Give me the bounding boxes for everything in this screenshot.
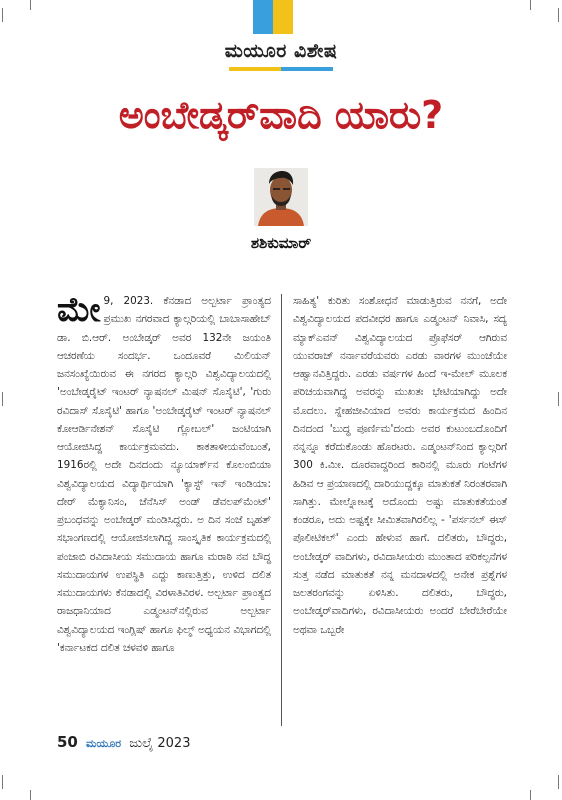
crop-mark	[558, 775, 559, 789]
crop-mark	[2, 775, 3, 789]
article-title: ಅಂಬೇಡ್ಕರ್‌ವಾದಿ ಯಾರು?	[118, 93, 444, 137]
column-divider	[281, 294, 282, 726]
crop-mark	[30, 0, 31, 10]
page-footer	[57, 733, 190, 751]
author-name: ಶಶಿಕುಮಾರ್	[250, 234, 312, 252]
author-portrait-illustration	[254, 168, 308, 226]
article-column-right	[293, 292, 507, 639]
page-number: 50	[57, 733, 78, 751]
article-text-left: 9, 2023. ಕೆನಡಾದ ಅಲ್ಬರ್ಟಾ ಪ್ರಾಂತ್ಯದ ಪ್ರಮುಖ ನಗರವಾದ ಕ್ಯಾಲ್ಗರಿಯಲ್ಲಿ ಬಾಬಾಸಾಹೇಬ್ ಡಾ. ಬಿ.ಆರ್. ಅಂಬೇಡ್ಕರ್ ಅವರ 132ನೇ ಜಯಂತಿ ಆಚರಣೆಯ ಸಂದರ್ಭ. ಒಂದೂವರೆ ಮಿಲಿಯನ್ ಜನಸಂಖ್ಯೆಯಿರುವ ಈ ನಗರದ ಕ್ಯಾಲ್ಗರಿ ವಿಶ್ವವಿದ್ಯಾಲಯದಲ್ಲಿ 'ಅಂಬೇಡ್ಕರೈಟ್ ಇಂಟರ್ ನ್ಯಾಷನಲ್ ಮಿಷನ್ ಸೊಸೈಟಿ', 'ಗುರು ರವಿದಾಸ್ ಸೊಸೈಟಿ' ಹಾಗೂ 'ಅಂಬೇಡ್ಕರೈಟ್ ಇಂಟರ್ ನ್ಯಾಷನಲ್ ಕೋಆರ್ಡಿನೇಶನ್ ಸೊಸೈಟಿ ಗ್ಲೋಬಲ್' ಜಂಟಿಯಾಗಿ ಆಯೋಜಿಸಿದ್ದ ಕಾರ್ಯಕ್ರಮವದು. ಕಾಕತಾಳೀಯವೆಂಬಂತೆ, 1916ರಲ್ಲಿ ಅದೇ ದಿನದಂದು ನ್ಯೂಯಾರ್ಕ್‌ನ ಕೊಲಂಬಿಯಾ ವಿಶ್ವವಿದ್ಯಾಲಯದ ವಿದ್ಯಾರ್ಥಿಯಾಗಿ 'ಕ್ಯಾಸ್ಟ್ ಇನ್ ಇಂಡಿಯಾ: ದೇರ್ ಮೆಕ್ಯಾನಿಸಂ, ಜೆನೆಸಿಸ್ ಅಂಡ್ ಡೆವಲಪ್‌ಮೆಂಟ್' ಪ್ರಬಂಧವನ್ನು ಅಂಬೇಡ್ಕರ್ ಮಂಡಿಸಿದ್ದರು. ಅ ದಿನ ಸಂಜೆ ಬೃಹತ್ ಸಭಾಂಗಣದಲ್ಲಿ ಆಯೋಜಿಸಲಾಗಿದ್ದ ಸಾಂಸ್ಕೃತಿಕ ಕಾರ್ಯಕ್ರಮದಲ್ಲಿ ಪಂಜಾಬಿ ರವಿದಾಸೀಯ ಸಮುದಾಯ ಹಾಗೂ ಮರಾಠಿ ನವ ಬೌದ್ಧ ಸಮುದಾಯಗಳ ಉಪಸ್ಥಿತಿ ಎದ್ದು ಕಾಣುತ್ತಿತ್ತು, ಉಳಿದ ದಲಿತ ಸಮುದಾಯಗಳು ಕೆನಡಾದಲ್ಲಿ ವಿರಳಾತಿವಿರಳ. ಅಲ್ಬರ್ಟಾ ಪ್ರಾಂತ್ಯದ ರಾಜಧಾನಿಯಾದ ಎಡ್ಮಂಟನ್‌ನಲ್ಲಿರುವ ಅಲ್ಬರ್ಟಾ ವಿಶ್ವವಿದ್ಯಾಲಯದ ಇಂಗ್ಲಿಷ್ ಹಾಗೂ ಫಿಲ್ಮ್ ಅಧ್ಯಯನ ವಿಭಾಗದಲ್ಲಿ 'ಕರ್ನಾಟಕದ ದಲಿತ ಚಳವಳಿ ಹಾಗೂ	[57, 295, 271, 654]
logo-blue-bar	[253, 0, 273, 34]
author-photo	[254, 168, 308, 226]
section-rule-right	[281, 67, 333, 71]
issue-date: ಜುಲೈ 2023	[129, 736, 191, 751]
section-rule-left	[229, 67, 281, 71]
drop-cap: ಮೇ	[57, 290, 101, 330]
crop-mark	[30, 790, 31, 800]
crop-mark	[558, 8, 559, 22]
crop-mark	[530, 0, 531, 10]
crop-mark	[558, 392, 559, 406]
logo-yellow-bar	[273, 0, 293, 34]
magazine-logo: ಮಯೂರ	[86, 737, 122, 750]
crop-mark	[2, 392, 3, 406]
article-column-left	[57, 292, 271, 657]
section-label: ಮಯೂರ ವಿಶೇಷ	[224, 40, 338, 62]
crop-mark	[2, 8, 3, 22]
article-text-right: ಸಾಹಿತ್ಯ' ಕುರಿತು ಸಂಶೋಧನೆ ಮಾಡುತ್ತಿರುವ ನನಗೆ, ಅದೇ ವಿಶ್ವವಿದ್ಯಾಲಯದ ಪದವೀಧರ ಹಾಗೂ ಎಡ್ಮಂಟನ್ ನಿವಾಸಿ, ಸದ್ಯ ಮ್ಯಾಕ್‌ಎವನ್ ವಿಶ್ವವಿದ್ಯಾಲಯದ ಪ್ರೊಫೆಸರ್ ಆಗಿರುವ ಯುವರಾಜ್ ನರ್ನಾವರೆಯವರು ಎರಡು ವಾರಗಳ ಮುಂಚೆಯೇ ಆಹ್ವಾನವಿತ್ತಿದ್ದರು. ಎರಡು ವರ್ಷಗಳ ಹಿಂದೆ ಇ-ಮೇಲ್ ಮೂಲಕ ಪರಿಚಯವಾಗಿದ್ದ ಅವರನ್ನು ಮುಖತಃ ಭೇಟಿಯಾಗಿದ್ದು ಅದೇ ಮೊದಲು. ಸ್ನೇಹಜೀವಿಯಾದ ಅವರು ಕಾರ್ಯಕ್ರಮದ ಹಿಂದಿನ ದಿನದಂದ 'ಬುದ್ಧ ಪೂರ್ಣಿಮ'ದಂದು ಅವರ ಕುಟುಂಬದೊಂದಿಗೆ ನನ್ನನ್ನೂ ಕರೆದುಕೊಂಡು ಹೊರಟರು. ಎಡ್ಮಂಟನ್‌ನಿಂದ ಕ್ಯಾಲ್ಗರಿಗೆ 300 ಕಿ.ಮೀ. ದೂರವಾದ್ದರಿಂದ ಕಾರಿನಲ್ಲಿ ಮೂರು ಗಂಟೆಗಳ ಹಿಡಿವ ಆ ಪ್ರಯಾಣದಲ್ಲಿ ದಾರಿಯುದ್ದಕ್ಕೂ ಮಾತುಕತೆ ನಿರಂತರವಾಗಿ ಸಾಗಿತ್ತು. ಮೇಲ್ನೋಟಕ್ಕೆ ಅದೊಂದು ಅಷ್ಟು ಮಾತುಕತೆಯಂತೆ ಕಂಡರೂ, ಅದು ಅಷ್ಟಕ್ಕೇ ಸೀಮಿತವಾಗಿರಲಿಲ್ಲ - 'ಪರ್ಸನಲ್ ಈಸ್ ಪೊಲೀಟಿಕಲ್' ಎಂದು ಹೇಳುವ ಹಾಗೆ. ದಲಿತರು, ಬೌದ್ಧರು, ಅಂಬೇಡ್ಕರ್ ವಾದಿಗಳು, ರವಿದಾಸೀಯರು ಮುಂತಾದ ಪರಿಕಲ್ಪನೆಗಳ ಸುತ್ತ ನಡೆದ ಮಾತುಕತೆ ನನ್ನ ಮನದಾಳದಲ್ಲಿ ಅನೇಕ ಪ್ರಶ್ನೆಗಳ ಜಲತರಂಗವನ್ನು ಏಳಿಸಿತು. ದಲಿತರು, ಬೌದ್ಧರು, ಅಂಬೇಡ್ಕರ್‌ವಾದಿಗಳು, ರವಿದಾಸೀಯರು ಅಂದರೆ ಬೇರೆಬೇರೆಯೇ ಅಥವಾ ಒಬ್ಬರೇ	[293, 295, 507, 636]
crop-mark	[530, 790, 531, 800]
magazine-logo-block	[253, 0, 293, 34]
